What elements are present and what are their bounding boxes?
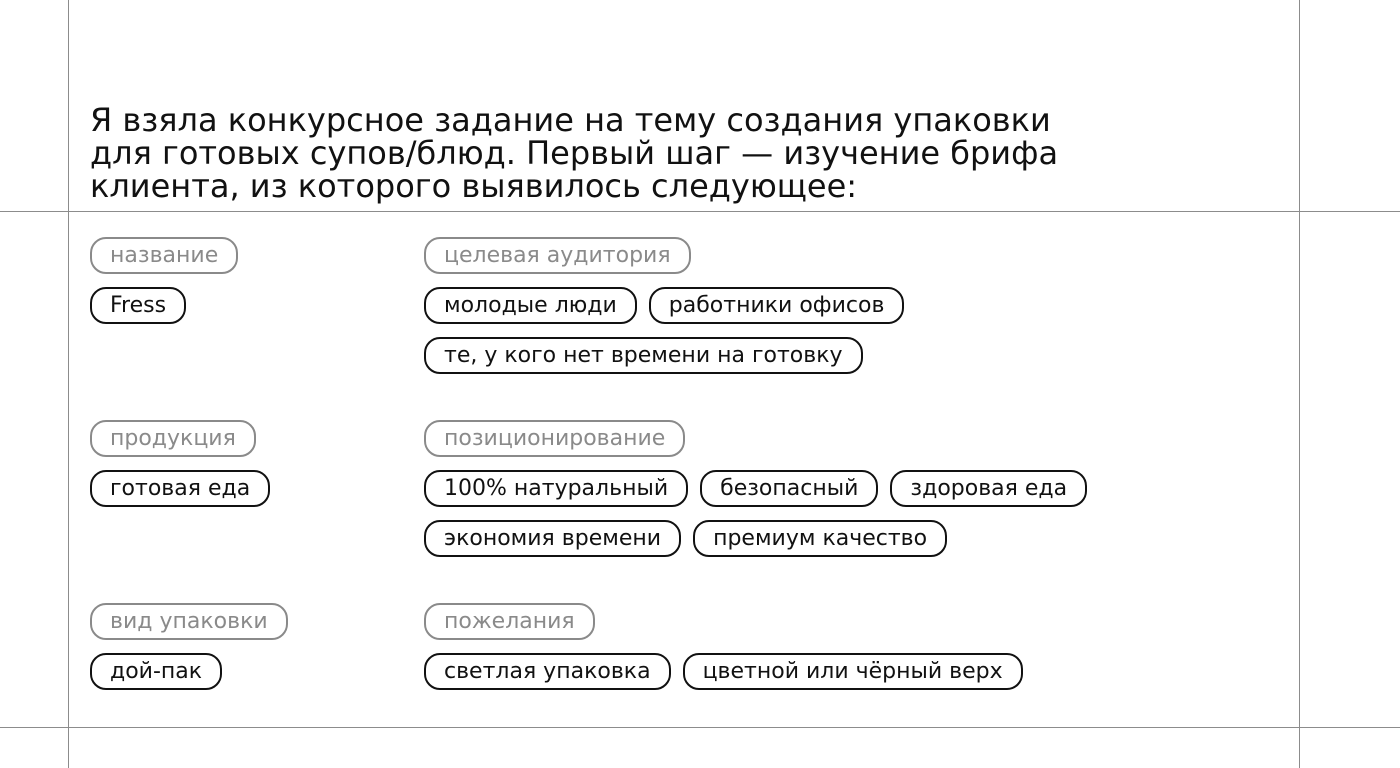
brief-audience-value: работники офисов bbox=[649, 287, 905, 324]
brief-name bbox=[90, 237, 390, 324]
intro-line-1: Я взяла конкурсное задание на тему создания упаковки bbox=[90, 101, 1051, 139]
brief-wishes-value: светлая упаковка bbox=[424, 653, 671, 690]
frame-line-top bbox=[0, 211, 1400, 212]
brief-positioning-value: 100% натуральный bbox=[424, 470, 688, 507]
brief-wishes bbox=[424, 603, 1284, 690]
brief-audience-value: те, у кого нет времени на готовку bbox=[424, 337, 863, 374]
brief-product-value: готовая еда bbox=[90, 470, 270, 507]
brief-audience-label: целевая аудитория bbox=[424, 237, 691, 274]
brief-positioning bbox=[424, 420, 1284, 557]
brief-name-label: название bbox=[90, 237, 238, 274]
brief-positioning-value: здоровая еда bbox=[890, 470, 1087, 507]
frame-line-bottom bbox=[0, 727, 1400, 728]
frame-line-right bbox=[1299, 0, 1300, 768]
brief-audience-value: молодые люди bbox=[424, 287, 637, 324]
brief-positioning-value: экономия времени bbox=[424, 520, 681, 557]
brief-positioning-value: премиум качество bbox=[693, 520, 947, 557]
brief-positioning-value: безопасный bbox=[700, 470, 878, 507]
intro-line-3: клиента, из которого выявилось следующее: bbox=[90, 167, 858, 205]
brief-package bbox=[90, 603, 400, 690]
brief-package-value: дой-пак bbox=[90, 653, 222, 690]
brief-wishes-value: цветной или чёрный верх bbox=[683, 653, 1023, 690]
intro-text bbox=[90, 101, 1080, 205]
brief-name-value: Fress bbox=[90, 287, 186, 324]
intro-line-2: для готовых супов/блюд. Первый шаг — изучение брифа bbox=[90, 134, 1059, 172]
brief-audience bbox=[424, 237, 1284, 374]
brief-product bbox=[90, 420, 390, 507]
brief-positioning-label: позиционирование bbox=[424, 420, 685, 457]
brief-product-label: продукция bbox=[90, 420, 256, 457]
frame-line-left bbox=[68, 0, 69, 768]
brief-package-label: вид упаковки bbox=[90, 603, 288, 640]
brief-wishes-label: пожелания bbox=[424, 603, 595, 640]
